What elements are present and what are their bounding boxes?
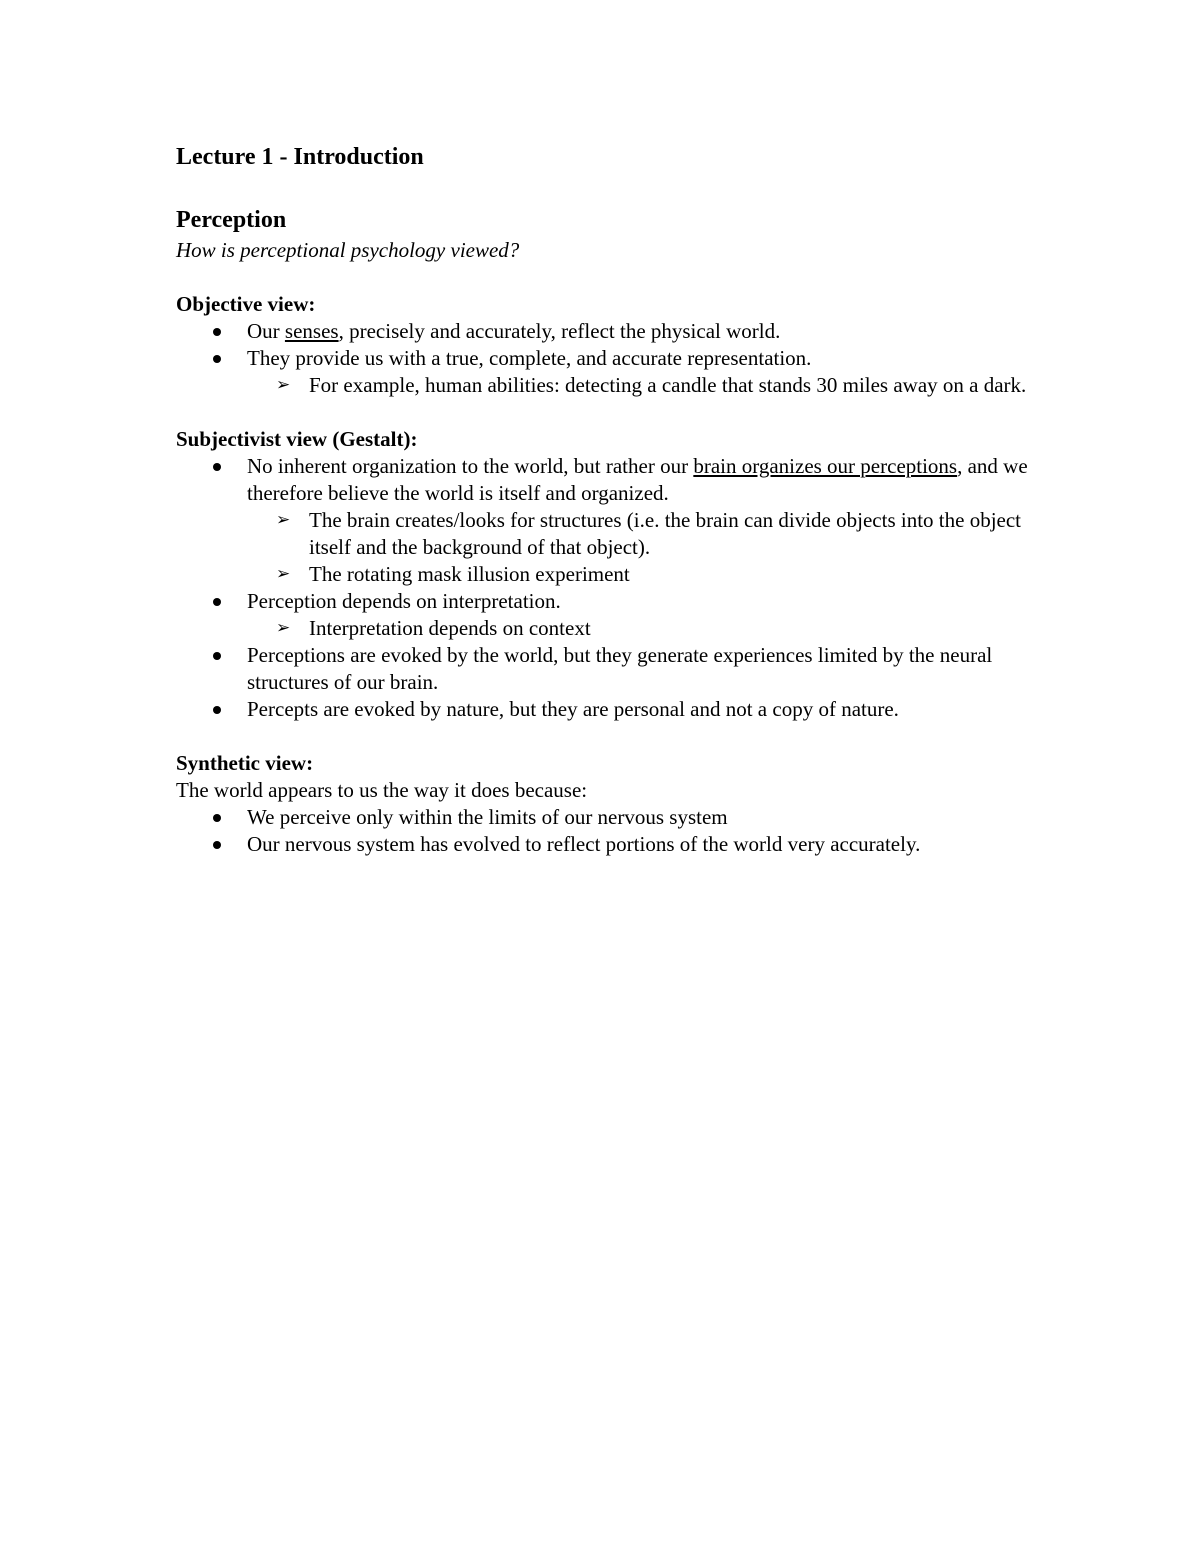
bullet-dot-icon: [213, 463, 221, 471]
underlined-term: senses: [284, 319, 339, 343]
list-item-text: Our: [247, 319, 285, 343]
subjectivist-view-heading: Subjectivist view (Gestalt):: [176, 427, 418, 451]
section-title-perception: Perception: [176, 207, 287, 233]
list-item-text: Percepts are evoked by nature, but they are personal and not a copy of nature.: [247, 697, 899, 721]
objective-view-list: [176, 318, 1036, 399]
sub-list-item: [247, 561, 1036, 588]
sub-list-item-text: The brain creates/looks for structures (i.e. the brain can divide objects into the object itself and the background of that object).: [309, 508, 1022, 559]
sub-list-item: [247, 615, 1036, 642]
list-item-text: , and we therefore believe the world is itself and organized.: [247, 454, 1028, 505]
list-item: [176, 642, 1036, 696]
list-item: [176, 804, 1036, 831]
bullet-dot-icon: [213, 841, 221, 849]
document-page: [176, 140, 1036, 858]
objective-view-heading: Objective view:: [176, 292, 316, 316]
sub-list-item-text: For example, human abilities: detecting a candle that stands 30 miles away on a dark.: [309, 373, 1027, 397]
underlined-term: brain organizes our perceptions: [693, 454, 958, 478]
arrowhead-icon: ➢: [276, 564, 291, 584]
list-item: [176, 588, 1036, 642]
sub-list-item-text: Interpretation depends on context: [309, 616, 591, 640]
list-item-text: Perceptions are evoked by the world, but they generate experiences limited by the neural structures of our brain.: [247, 643, 993, 694]
sub-list: [247, 615, 1036, 642]
bullet-dot-icon: [213, 652, 221, 660]
lecture-title: Lecture 1 - Introduction: [176, 144, 424, 170]
list-item-text: No inherent organization to the world, but rather our: [247, 454, 694, 478]
bullet-dot-icon: [213, 706, 221, 714]
sub-list-item-text: The rotating mask illusion experiment: [309, 562, 630, 586]
section-question: How is perceptional psychology viewed?: [176, 238, 520, 262]
sub-list: [247, 507, 1036, 588]
bullet-dot-icon: [213, 598, 221, 606]
arrowhead-icon: ➢: [276, 375, 291, 395]
synthetic-view-list: [176, 804, 1036, 858]
synthetic-view-heading: Synthetic view:: [176, 751, 314, 775]
list-item: [176, 696, 1036, 723]
bullet-dot-icon: [213, 355, 221, 363]
bullet-dot-icon: [213, 814, 221, 822]
subjectivist-view-list: [176, 453, 1036, 723]
arrowhead-icon: ➢: [276, 618, 291, 638]
bullet-dot-icon: [213, 328, 221, 336]
list-item: [176, 345, 1036, 399]
arrowhead-icon: ➢: [276, 510, 291, 530]
list-item-text: Our nervous system has evolved to reflect portions of the world very accurately.: [247, 832, 921, 856]
sub-list: [247, 372, 1036, 399]
list-item: [176, 318, 1036, 345]
list-item: [176, 831, 1036, 858]
sub-list-item: [247, 507, 1036, 561]
list-item: [176, 453, 1036, 588]
sub-list-item: [247, 372, 1036, 399]
list-item-text: We perceive only within the limits of our nervous system: [247, 805, 728, 829]
list-item-text: Perception depends on interpretation.: [247, 589, 561, 613]
list-item-text: , precisely and accurately, reflect the physical world.: [338, 319, 781, 343]
list-item-text: They provide us with a true, complete, and accurate representation.: [247, 346, 812, 370]
synthetic-view-intro: The world appears to us the way it does because:: [176, 778, 588, 802]
